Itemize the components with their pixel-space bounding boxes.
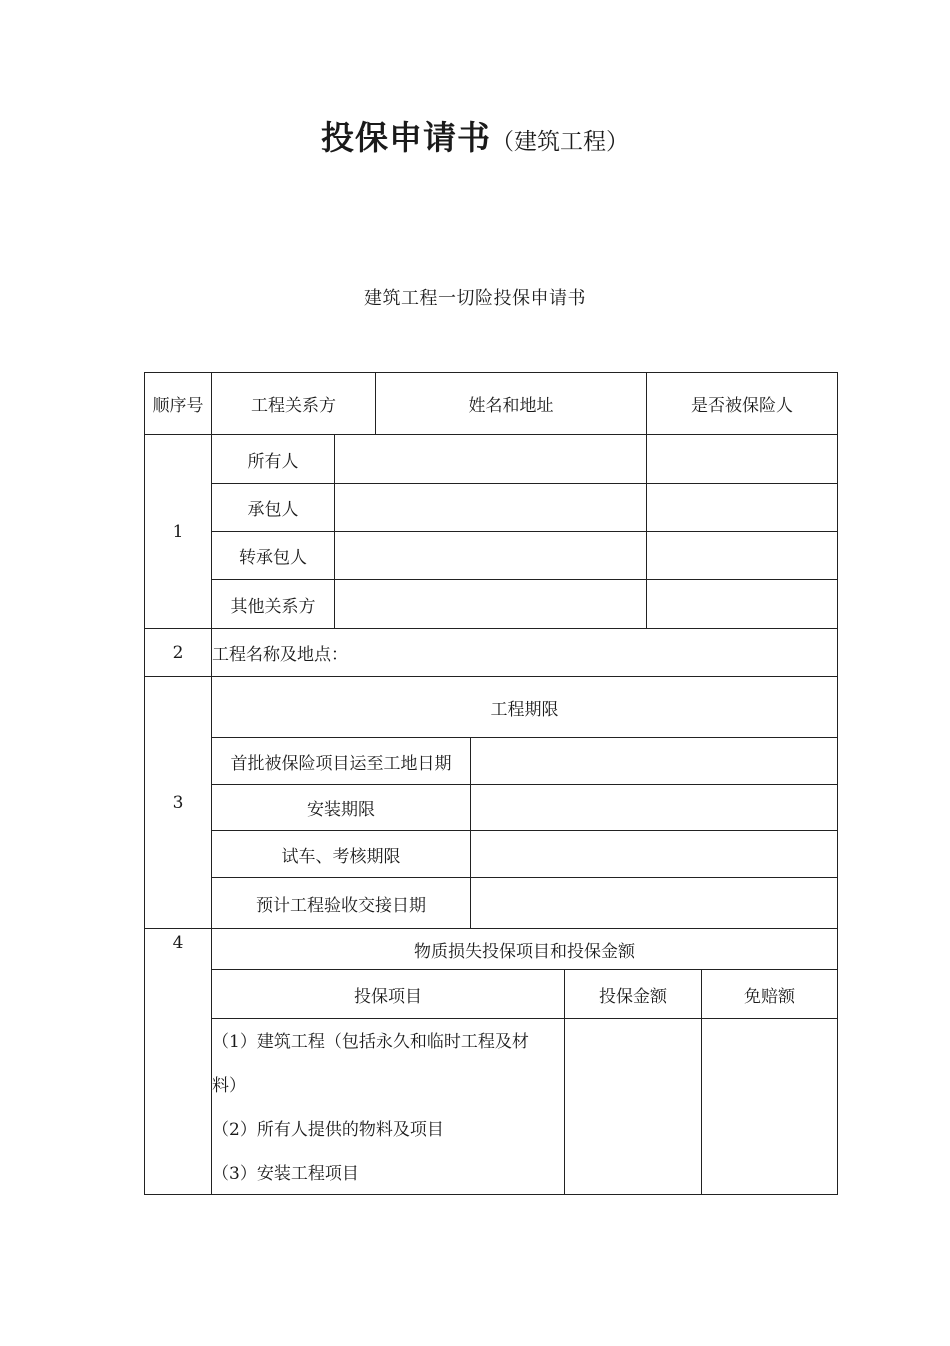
installation-period-label: 安装期限: [307, 800, 375, 820]
section-1-number: 1: [172, 521, 184, 542]
row-divider: [211, 1018, 838, 1019]
trial-test-period-label: 试车、考核期限: [281, 846, 401, 867]
insured-item-list: [212, 1020, 565, 1196]
list-item: 料）: [212, 1076, 246, 1096]
expected-handover-date-label: 预计工程验收交接日期: [256, 895, 426, 916]
title-sub: （建筑工程）: [491, 129, 629, 155]
material-damage-heading: 物质损失投保项目和投保金额: [414, 941, 635, 962]
header-name-address: 姓名和地址: [468, 396, 554, 416]
col-divider: [470, 737, 471, 928]
col-insured-amount: 投保金额: [599, 986, 667, 1007]
project-name-location-label: 工程名称及地点：: [212, 645, 348, 665]
party-other-label: 其他关系方: [230, 596, 316, 617]
list-item: （2）所有人提供的物料及项目: [212, 1120, 444, 1140]
section-3-number: 3: [172, 792, 184, 813]
header-seq: 顺序号: [152, 396, 204, 416]
first-delivery-date-label: 首批被保险项目运至工地日期: [230, 753, 452, 774]
list-item: （1）建筑工程（包括永久和临时工程及材: [212, 1032, 529, 1052]
header-insured: 是否被保险人: [691, 396, 793, 416]
section-4-number: 4: [172, 933, 184, 953]
party-owner-label: 所有人: [247, 451, 299, 472]
col-divider: [334, 434, 335, 628]
party-subcontractor-label: 转承包人: [239, 548, 307, 568]
form-subtitle: 建筑工程一切险投保申请书: [364, 288, 586, 309]
project-period-heading: 工程期限: [490, 699, 559, 720]
section-2-number: 2: [172, 642, 184, 663]
party-contractor-label: 承包人: [247, 500, 299, 520]
list-item: （3）安装工程项目: [212, 1164, 359, 1184]
col-deductible: 免赔额: [744, 986, 795, 1007]
header-party: 工程关系方: [251, 396, 336, 416]
title-main: 投保申请书: [321, 118, 491, 157]
col-insured-item: 投保项目: [354, 986, 422, 1007]
